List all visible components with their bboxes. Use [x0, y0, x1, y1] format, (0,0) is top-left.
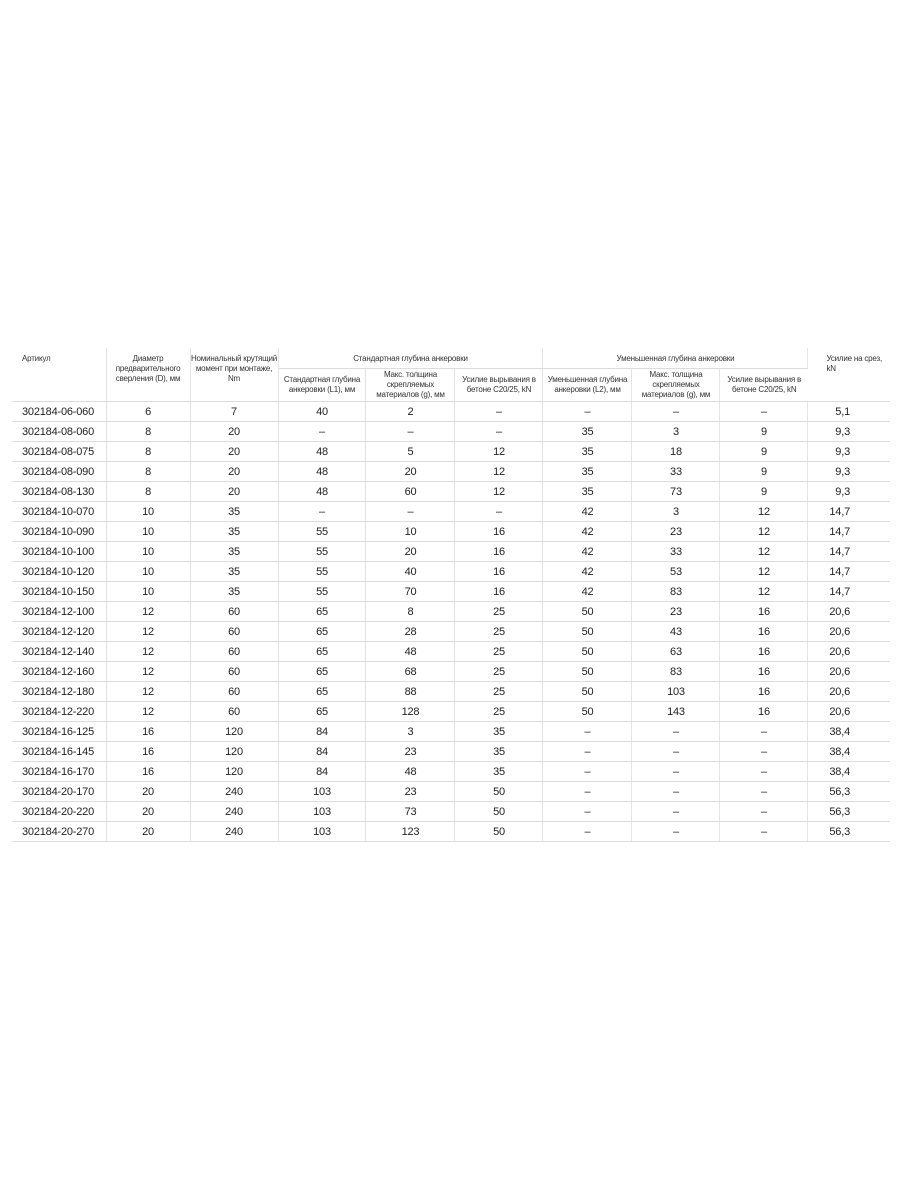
cell-red-depth: 42 — [543, 582, 632, 602]
cell-red-pullout: – — [720, 762, 808, 782]
cell-shear: 20,6 — [808, 622, 890, 642]
cell-red-thickness: 3 — [632, 502, 720, 522]
cell-torque: 60 — [190, 642, 278, 662]
cell-shear: 56,3 — [808, 802, 890, 822]
cell-torque: 120 — [190, 722, 278, 742]
table-row — [12, 522, 890, 542]
cell-std-thickness: 48 — [366, 762, 455, 782]
cell-std-thickness: 2 — [366, 402, 455, 422]
cell-article: 302184-08-090 — [12, 462, 106, 482]
cell-shear: 9,3 — [808, 422, 890, 442]
header-red-depth: Уменьшенная глубина анкеровки (L2), мм — [543, 369, 632, 402]
cell-std-pullout: 16 — [455, 562, 543, 582]
cell-std-thickness: 123 — [366, 822, 455, 842]
cell-article: 302184-12-220 — [12, 702, 106, 722]
cell-diameter: 12 — [106, 702, 190, 722]
cell-red-pullout: 12 — [720, 502, 808, 522]
cell-std-thickness: 40 — [366, 562, 455, 582]
cell-red-pullout: 12 — [720, 562, 808, 582]
cell-red-pullout: – — [720, 742, 808, 762]
cell-std-depth: 65 — [278, 602, 366, 622]
cell-red-depth: – — [543, 782, 632, 802]
header-standard-depth-group: Стандартная глубина анкеровки — [278, 348, 543, 369]
cell-std-pullout: 16 — [455, 522, 543, 542]
cell-diameter: 20 — [106, 822, 190, 842]
cell-red-thickness: 53 — [632, 562, 720, 582]
cell-diameter: 20 — [106, 802, 190, 822]
cell-std-pullout: 25 — [455, 662, 543, 682]
cell-std-depth: 103 — [278, 782, 366, 802]
cell-std-depth: 65 — [278, 662, 366, 682]
cell-torque: 35 — [190, 562, 278, 582]
cell-std-depth: 48 — [278, 482, 366, 502]
cell-std-thickness: 28 — [366, 622, 455, 642]
table-row — [12, 462, 890, 482]
cell-std-depth: 48 — [278, 442, 366, 462]
cell-diameter: 12 — [106, 662, 190, 682]
cell-std-pullout: 12 — [455, 462, 543, 482]
cell-red-depth: 35 — [543, 462, 632, 482]
cell-torque: 240 — [190, 802, 278, 822]
table-row — [12, 782, 890, 802]
cell-article: 302184-06-060 — [12, 402, 106, 422]
cell-torque: 7 — [190, 402, 278, 422]
cell-std-pullout: – — [455, 502, 543, 522]
cell-std-depth: 55 — [278, 542, 366, 562]
cell-torque: 20 — [190, 462, 278, 482]
cell-diameter: 16 — [106, 742, 190, 762]
cell-std-pullout: 25 — [455, 602, 543, 622]
cell-red-thickness: 3 — [632, 422, 720, 442]
cell-red-depth: – — [543, 402, 632, 422]
table-row — [12, 682, 890, 702]
cell-red-pullout: 9 — [720, 442, 808, 462]
cell-article: 302184-16-170 — [12, 762, 106, 782]
cell-std-thickness: 88 — [366, 682, 455, 702]
cell-red-depth: – — [543, 762, 632, 782]
cell-torque: 60 — [190, 702, 278, 722]
table-row — [12, 422, 890, 442]
cell-red-pullout: – — [720, 722, 808, 742]
cell-shear: 14,7 — [808, 522, 890, 542]
cell-std-thickness: 23 — [366, 782, 455, 802]
anchor-spec-table-container — [12, 348, 890, 842]
cell-shear: 20,6 — [808, 702, 890, 722]
cell-diameter: 10 — [106, 562, 190, 582]
cell-red-thickness: 33 — [632, 542, 720, 562]
cell-std-thickness: 20 — [366, 462, 455, 482]
cell-std-pullout: 25 — [455, 642, 543, 662]
cell-shear: 9,3 — [808, 462, 890, 482]
cell-diameter: 6 — [106, 402, 190, 422]
cell-std-thickness: 20 — [366, 542, 455, 562]
cell-red-depth: 35 — [543, 482, 632, 502]
cell-red-pullout: 9 — [720, 462, 808, 482]
cell-red-pullout: – — [720, 782, 808, 802]
cell-std-depth: 103 — [278, 822, 366, 842]
header-std-pullout: Усилие вырывания в бетоне C20/25, kN — [455, 369, 543, 402]
table-row — [12, 642, 890, 662]
cell-red-depth: 42 — [543, 562, 632, 582]
cell-std-thickness: 8 — [366, 602, 455, 622]
table-row — [12, 562, 890, 582]
cell-diameter: 10 — [106, 582, 190, 602]
cell-std-thickness: 70 — [366, 582, 455, 602]
cell-shear: 14,7 — [808, 582, 890, 602]
cell-std-depth: – — [278, 422, 366, 442]
table-row — [12, 822, 890, 842]
cell-std-depth: 103 — [278, 802, 366, 822]
cell-std-pullout: 25 — [455, 622, 543, 642]
cell-std-depth: 55 — [278, 522, 366, 542]
cell-std-thickness: – — [366, 502, 455, 522]
cell-std-pullout: 50 — [455, 782, 543, 802]
cell-std-pullout: – — [455, 422, 543, 442]
header-red-pullout: Усилие вырывания в бетоне C20/25, kN — [720, 369, 808, 402]
table-row — [12, 802, 890, 822]
cell-std-pullout: – — [455, 402, 543, 422]
table-row — [12, 502, 890, 522]
cell-diameter: 12 — [106, 682, 190, 702]
cell-shear: 38,4 — [808, 722, 890, 742]
cell-red-thickness: 23 — [632, 602, 720, 622]
cell-std-pullout: 50 — [455, 822, 543, 842]
cell-shear: 14,7 — [808, 542, 890, 562]
cell-std-thickness: 3 — [366, 722, 455, 742]
cell-shear: 38,4 — [808, 762, 890, 782]
cell-torque: 240 — [190, 822, 278, 842]
cell-article: 302184-10-100 — [12, 542, 106, 562]
cell-diameter: 10 — [106, 502, 190, 522]
cell-std-thickness: 10 — [366, 522, 455, 542]
cell-red-depth: 42 — [543, 522, 632, 542]
header-reduced-depth-group: Уменьшенная глубина анкеровки — [543, 348, 808, 369]
cell-std-pullout: 35 — [455, 742, 543, 762]
cell-red-pullout: 16 — [720, 622, 808, 642]
cell-std-depth: 65 — [278, 702, 366, 722]
cell-article: 302184-12-140 — [12, 642, 106, 662]
cell-torque: 240 — [190, 782, 278, 802]
cell-red-thickness: 83 — [632, 582, 720, 602]
cell-red-thickness: 63 — [632, 642, 720, 662]
cell-red-depth: 42 — [543, 502, 632, 522]
cell-std-depth: – — [278, 502, 366, 522]
table-row — [12, 482, 890, 502]
cell-torque: 60 — [190, 662, 278, 682]
cell-article: 302184-16-125 — [12, 722, 106, 742]
cell-shear: 20,6 — [808, 602, 890, 622]
cell-red-pullout: – — [720, 822, 808, 842]
cell-red-pullout: 16 — [720, 682, 808, 702]
cell-red-depth: 50 — [543, 642, 632, 662]
cell-std-depth: 40 — [278, 402, 366, 422]
cell-red-pullout: 12 — [720, 542, 808, 562]
cell-torque: 20 — [190, 422, 278, 442]
cell-article: 302184-10-090 — [12, 522, 106, 542]
cell-article: 302184-08-060 — [12, 422, 106, 442]
cell-diameter: 8 — [106, 462, 190, 482]
cell-red-thickness: 23 — [632, 522, 720, 542]
cell-article: 302184-08-075 — [12, 442, 106, 462]
cell-article: 302184-12-160 — [12, 662, 106, 682]
cell-diameter: 10 — [106, 542, 190, 562]
cell-std-pullout: 50 — [455, 802, 543, 822]
cell-std-pullout: 12 — [455, 442, 543, 462]
cell-red-depth: 35 — [543, 422, 632, 442]
cell-std-depth: 55 — [278, 582, 366, 602]
cell-std-pullout: 35 — [455, 722, 543, 742]
cell-article: 302184-10-120 — [12, 562, 106, 582]
cell-std-thickness: – — [366, 422, 455, 442]
cell-red-depth: – — [543, 722, 632, 742]
cell-red-depth: – — [543, 742, 632, 762]
cell-shear: 20,6 — [808, 662, 890, 682]
cell-torque: 35 — [190, 582, 278, 602]
cell-torque: 20 — [190, 482, 278, 502]
cell-article: 302184-10-070 — [12, 502, 106, 522]
cell-std-pullout: 35 — [455, 762, 543, 782]
cell-article: 302184-12-180 — [12, 682, 106, 702]
anchor-spec-table — [12, 348, 890, 842]
cell-red-thickness: – — [632, 762, 720, 782]
cell-red-depth: 50 — [543, 602, 632, 622]
table-row — [12, 602, 890, 622]
cell-article: 302184-12-120 — [12, 622, 106, 642]
cell-red-thickness: 143 — [632, 702, 720, 722]
cell-diameter: 8 — [106, 422, 190, 442]
cell-diameter: 8 — [106, 442, 190, 462]
table-row — [12, 742, 890, 762]
cell-red-pullout: – — [720, 402, 808, 422]
cell-red-thickness: 103 — [632, 682, 720, 702]
cell-red-thickness: 73 — [632, 482, 720, 502]
cell-std-thickness: 23 — [366, 742, 455, 762]
cell-diameter: 20 — [106, 782, 190, 802]
cell-red-depth: 50 — [543, 702, 632, 722]
cell-shear: 14,7 — [808, 562, 890, 582]
cell-shear: 14,7 — [808, 502, 890, 522]
cell-diameter: 16 — [106, 762, 190, 782]
cell-std-depth: 65 — [278, 622, 366, 642]
table-row — [12, 722, 890, 742]
cell-red-thickness: – — [632, 822, 720, 842]
cell-red-depth: – — [543, 802, 632, 822]
cell-std-depth: 84 — [278, 742, 366, 762]
header-std-thickness: Макс. толщина скрепляемых материалов (g), мм — [366, 369, 455, 402]
cell-std-pullout: 12 — [455, 482, 543, 502]
cell-std-pullout: 25 — [455, 702, 543, 722]
cell-torque: 60 — [190, 682, 278, 702]
cell-article: 302184-20-220 — [12, 802, 106, 822]
cell-torque: 60 — [190, 622, 278, 642]
cell-red-depth: 35 — [543, 442, 632, 462]
cell-shear: 20,6 — [808, 682, 890, 702]
cell-red-thickness: – — [632, 402, 720, 422]
table-body — [12, 402, 890, 842]
cell-red-depth: 50 — [543, 622, 632, 642]
cell-red-pullout: 12 — [720, 582, 808, 602]
cell-torque: 35 — [190, 502, 278, 522]
header-torque: Номинальный крутящий момент при монтаже, Nm — [190, 348, 278, 402]
cell-article: 302184-08-130 — [12, 482, 106, 502]
cell-torque: 35 — [190, 542, 278, 562]
cell-red-thickness: 43 — [632, 622, 720, 642]
cell-red-depth: 50 — [543, 662, 632, 682]
cell-std-thickness: 128 — [366, 702, 455, 722]
cell-red-pullout: 16 — [720, 642, 808, 662]
table-header — [12, 348, 890, 402]
cell-red-pullout: 16 — [720, 702, 808, 722]
cell-std-thickness: 5 — [366, 442, 455, 462]
cell-diameter: 12 — [106, 642, 190, 662]
cell-shear: 5,1 — [808, 402, 890, 422]
cell-red-pullout: 9 — [720, 422, 808, 442]
cell-red-thickness: – — [632, 802, 720, 822]
cell-torque: 120 — [190, 762, 278, 782]
cell-red-depth: – — [543, 822, 632, 842]
cell-std-thickness: 68 — [366, 662, 455, 682]
cell-shear: 56,3 — [808, 782, 890, 802]
cell-std-pullout: 25 — [455, 682, 543, 702]
cell-red-pullout: 16 — [720, 602, 808, 622]
cell-diameter: 12 — [106, 622, 190, 642]
cell-article: 302184-20-270 — [12, 822, 106, 842]
cell-std-thickness: 48 — [366, 642, 455, 662]
table-row — [12, 702, 890, 722]
cell-std-depth: 84 — [278, 762, 366, 782]
cell-red-pullout: 12 — [720, 522, 808, 542]
header-article: Артикул — [12, 348, 106, 402]
cell-article: 302184-20-170 — [12, 782, 106, 802]
cell-std-pullout: 16 — [455, 582, 543, 602]
table-row — [12, 762, 890, 782]
table-row — [12, 582, 890, 602]
header-shear: Усилие на срез, kN — [808, 348, 890, 402]
cell-red-thickness: – — [632, 722, 720, 742]
table-row — [12, 542, 890, 562]
cell-article: 302184-12-100 — [12, 602, 106, 622]
cell-torque: 120 — [190, 742, 278, 762]
cell-red-thickness: 83 — [632, 662, 720, 682]
cell-shear: 38,4 — [808, 742, 890, 762]
cell-std-depth: 55 — [278, 562, 366, 582]
table-row — [12, 622, 890, 642]
cell-std-depth: 65 — [278, 682, 366, 702]
header-red-thickness: Макс. толщина скрепляемых материалов (g), мм — [632, 369, 720, 402]
cell-red-thickness: – — [632, 742, 720, 762]
cell-torque: 60 — [190, 602, 278, 622]
cell-shear: 20,6 — [808, 642, 890, 662]
cell-red-depth: 50 — [543, 682, 632, 702]
cell-article: 302184-16-145 — [12, 742, 106, 762]
cell-diameter: 16 — [106, 722, 190, 742]
cell-diameter: 8 — [106, 482, 190, 502]
cell-diameter: 12 — [106, 602, 190, 622]
cell-red-thickness: 18 — [632, 442, 720, 462]
table-row — [12, 662, 890, 682]
cell-std-pullout: 16 — [455, 542, 543, 562]
table-row — [12, 442, 890, 462]
cell-torque: 20 — [190, 442, 278, 462]
cell-diameter: 10 — [106, 522, 190, 542]
cell-shear: 9,3 — [808, 482, 890, 502]
cell-std-thickness: 60 — [366, 482, 455, 502]
table-row — [12, 402, 890, 422]
cell-red-pullout: – — [720, 802, 808, 822]
header-std-depth: Стандартная глубина анкеровки (L1), мм — [278, 369, 366, 402]
cell-shear: 56,3 — [808, 822, 890, 842]
cell-red-pullout: 9 — [720, 482, 808, 502]
cell-red-pullout: 16 — [720, 662, 808, 682]
cell-std-depth: 84 — [278, 722, 366, 742]
cell-red-thickness: – — [632, 782, 720, 802]
cell-red-depth: 42 — [543, 542, 632, 562]
cell-red-thickness: 33 — [632, 462, 720, 482]
header-diameter: Диаметр предварительного сверления (D), мм — [106, 348, 190, 402]
cell-shear: 9,3 — [808, 442, 890, 462]
cell-std-thickness: 73 — [366, 802, 455, 822]
cell-std-depth: 65 — [278, 642, 366, 662]
cell-torque: 35 — [190, 522, 278, 542]
cell-std-depth: 48 — [278, 462, 366, 482]
header-row-top — [12, 348, 890, 369]
cell-article: 302184-10-150 — [12, 582, 106, 602]
